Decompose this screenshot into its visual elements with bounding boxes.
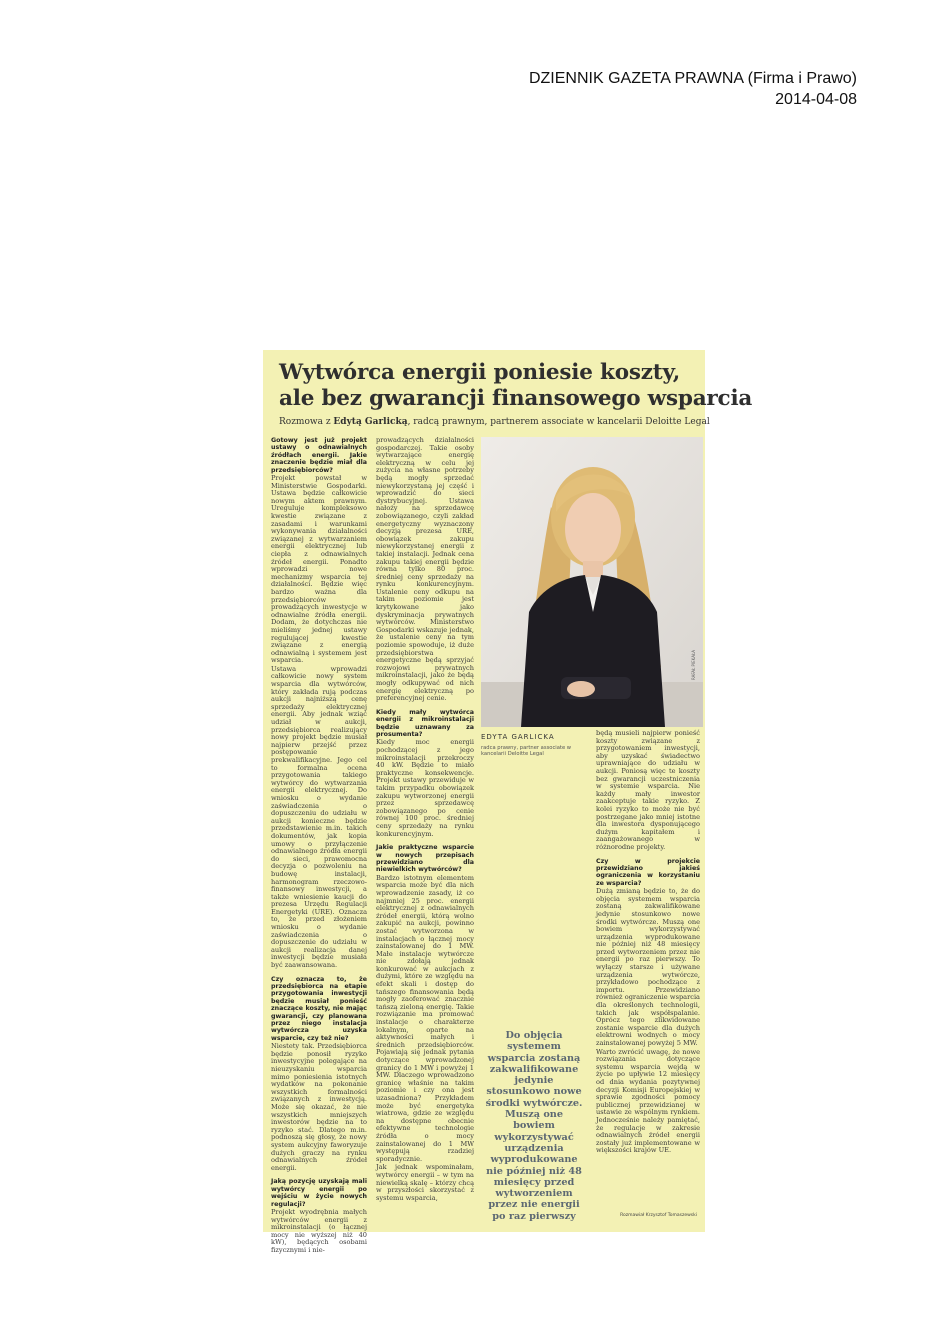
- interview-answer: będą musieli najpierw ponieść koszty związane z przygotowaniem inwestycji, aby uzyskać świadectwo uprawniające do udziału w aukcji. Poniosą więc te koszty bez gwarancji uczestniczenia w systemie wsparcia. Nie każdy mały inwestor zaakceptuje takie ryzyko. Z kolei ryzyko to może nie być postrzegane jako mniej istotne dla inwestora dysponującego dużym kapitałem i zaangażowanego w różnorodne projekty.: [596, 729, 700, 851]
- interviewee-photo: [481, 437, 703, 727]
- interview-question: Jakie praktyczne wsparcie w nowych przepisach przewidziano dla niewielkich wytwórców?: [376, 844, 474, 874]
- interview-answer: prowadzących działalności gospodarczej. Takie osoby wytwarzające energię elektryczną w celu jej zużycia na własne potrzeby będą mogły sprzedać niewykorzystaną jej część i wprowadzić do sieci dystrybucyjnej. Ustawa nałoży na sprzedawcę zobowiązanego, czyli zakład energetyczny wyznaczony decyzją prezesa URE, obowiązek zakupu niewykorzystanej energii z takiej instalacji. Jednak cena zakupu takiej energii będzie równa tylko 80 proc. średniej ceny sprzedaży na rynku konkurencyjnym. Ustalenie ceny odkupu na takim poziomie jest krytykowane jako dyskryminacja prywatnych wytwórców. Ministerstwo Gospodarki wskazuje jednak, że ustalenie ceny na tym poziomie spowoduje, iż duże przedsiębiorstwa energetyczne będą sprzyjać rozwojowi prywatnych mikroinstalacji, jako że będą mogły odkupywać od nich energię elektryczną po preferencyjnej cenie.: [376, 436, 474, 703]
- interview-answer: Bardzo istotnym elementem wsparcia może być dla nich wprowadzenie zasady, iż co najmniej 25 proc. energii elektrycznej z odnawialnych źródeł energii, którą wolno zakupić na aukcji, powinno zostać wytworzona w instalacjach o łącznej mocy zainstalowanej do 1 MW. Małe instalacje wytwórcze nie zdołają jednak konkurować w aukcjach z dużymi, które ze względu na efekt skali i dostęp do tańszego finansowania będą mogły zaoferować znacznie tańszą zieloną energię. Takie rozwiązanie ma promować instalacje o charakterze lokalnym, oparte na aktywności małych i średnich przedsiębiorców. Pojawiają się jednak pytania dotyczące wprowadzonej granicy do 1 MW i powyżej 1 MW. Dlaczego wprowadzono granicę właśnie na takim poziomie i czy ona jest uzasadniona? Przykładem może być energetyka wiatrowa, gdzie ze względu na dostępne obecnie efektywne technologie źródła o mocy zainstalowanej do 1 MW występują rzadziej sporadycznie.: [376, 873, 474, 1163]
- article-column-2: [376, 437, 474, 1227]
- pull-quote: Do objęcia systemem wsparcia zostaną zakwalifikowane jedynie stosunkowo nowe środki wytwórcze. Muszą one bowiem wykorzystywać urządzenia wyprodukowane nie później niż 48 miesięcy przed wytworzeniem przez nie energii po raz pierwszy: [485, 1030, 583, 1222]
- photo-caption-name: EDYTA GARLICKA: [481, 733, 555, 741]
- interview-question: Gotowy jest już projekt ustawy o odnawialnych źródłach energii. Jakie znaczenie będzie miał dla przedsiębiorców?: [271, 437, 367, 474]
- interview-question: Czy w projekcie przewidziano jakieś ograniczenia w korzystaniu ze wsparcia?: [596, 857, 700, 887]
- publication-header: [529, 68, 857, 110]
- interview-answer: Ustawa wprowadzi całkowicie nowy system wsparcia dla wytwórców, który zakłada rują podczas aukcji najniższą cenę sprzedaży elektrycznej energii. Aby jednak wziąć udział w aukcji, przedsiębiorca realizujący nowy projekt będzie musiał najpierw przejść przez postępowanie prekwalifikacyjne. Jego cel to formalna ocena przygotowania takiego wytwórcy do wytwarzania energii elektrycznej. Do wniosku o wydanie zaświadczenia o dopuszczeniu do udziału w aukcji konieczne będzie przedstawienie m.in. takich dokumentów, jak kopia umowy o przyłączenie odnawialnego źródła energii do sieci, prawomocna decyzja o pozwoleniu na budowę instalacji, harmonogram rzeczowo-finansowy inwestycji, a także wniesienie kaucji do prezesa Urzędu Regulacji Energetyki (URE). Oznacza to, że przed złożeniem wniosku o wydanie zaświadczenia o dopuszczenie do udziału w aukcji realizacja danej inwestycji będzie musiała być zaawansowana.: [271, 664, 367, 970]
- interview-answer: Niestety tak. Przedsiębiorca będzie ponosił ryzyko inwestycyjne polegające na nieuzyskaniu wsparcia mimo poniesienia istotnych wydatków na pokonanie wszystkich formalności związanych z inwestycją. Może się okazać, że nie wszystkich mniejszych inwestorów będzie na to ryzyko stać. Dlatego m.in. podnoszą się głosy, że nowy system aukcyjny faworyzuje dużych graczy na rynku odnawialnych źródeł energii.: [271, 1042, 367, 1172]
- interview-question: Jaką pozycję uzyskają mali wytwórcy energii po wejściu w życie nowych regulacji?: [271, 1178, 367, 1208]
- interview-answer: Kiedy moc energii pochodzącej z jego mikroinstalacji przekroczy 40 kW. Będzie to miało praktyczne konsekwencje. Projekt ustawy przewiduje w takim przypadku obowiązek zakupu wytworzonej energii przez sprzedawcę zobowiązanego po cenie równej 100 proc. średniej ceny sprzedaży na rynku konkurencyjnym.: [376, 738, 474, 838]
- interview-answer: Warto zwrócić uwagę, że nowe rozwiązania dotyczące systemu wsparcia wejdą w życie po upływie 12 miesięcy od dnia wydania pozytywnej decyzji Komisji Europejskiej w sprawie zgodności pomocy publicznej przewidzianej w ustawie ze wspólnym rynkiem. Jednocześnie należy pamiętać, że regulacje w zakresie odnawialnych źródeł energii zostały już implementowane w większości krajów UE.: [596, 1047, 700, 1155]
- article-column-3: [596, 730, 700, 1210]
- publication-name: DZIENNIK GAZETA PRAWNA (Firma i Prawo): [528, 70, 857, 87]
- article-title-line-2: ale bez gwarancji finansowego wsparcia: [279, 386, 753, 411]
- article-subtitle: [279, 417, 710, 427]
- interview-question: Kiedy mały wytwórca energii z mikroinstalacji będzie uznawany za prosumenta?: [376, 708, 474, 738]
- article-title: [279, 360, 753, 412]
- photo-caption-role: radca prawny, partner associate w kancelarii Deloitte Legal: [481, 745, 572, 758]
- article-title-line-1: Wytwórca energii poniesie koszty,: [279, 360, 681, 385]
- newspaper-clipping: [263, 350, 753, 1254]
- subtitle-suffix: , radcą prawnym, partnerem associate w kancelarii Deloitte Legal: [407, 417, 710, 427]
- interview-answer: Jak jednak wspominałam, wytwórcy energii – w tym na niewielką skalę – którzy chcą w przyszłości skorzystać z systemu wsparcia,: [376, 1163, 474, 1202]
- interview-question: Czy oznacza to, że przedsiębiorca na etapie przygotowania inwestycji będzie musiał ponieść znaczące koszty, nie mając gwarancji, czy planowana przez niego instalacja wytwórcza uzyska wsparcie, czy też nie?: [271, 975, 367, 1042]
- subtitle-name: Edytą Garlicką: [333, 417, 408, 427]
- publication-date: 2014-04-08: [775, 91, 857, 108]
- author-note: Rozmawiał Krzysztof Tomaszewski: [620, 1213, 697, 1218]
- portrait-illustration: [481, 437, 703, 727]
- interview-answer: Dużą zmianą będzie to, że do objęcia systemem wsparcia zostaną zakwalifikowane jedynie stosunkowo nowe środki wytwórcze. Muszą one bowiem wykorzystywać urządzenia wyprodukowane nie później niż 48 miesięcy przed wytworzeniem przez nie energii po raz pierwszy. To wyłączy starsze i używane urządzenia wytwórcze, przykładowo pochodzące z importu. Przewidziano również ograniczenie wsparcia dla określonych technologii, takich jak współspalanie. Oprócz tego zlikwidowane zostanie wsparcie dla dużych elektrowni wodnych o mocy zainstalowanej powyżej 5 MW.: [596, 887, 700, 1047]
- interview-answer: Projekt wyodrębnia małych wytwórców energii z mikroinstalacji (o łącznej mocy nie wyższej niż 40 kW), będących osobami fizycznymi i nie-: [271, 1208, 367, 1254]
- article-column-1: [271, 437, 367, 1254]
- interview-answer: Projekt powstał w Ministerstwie Gospodarki. Ustawa będzie całkowicie nowym aktem prawnym. Ureguluje kompleksowo kwestie związane z zasadami i warunkami wykonywania działalności związanej z wytwarzaniem energii elektrycznej lub ciepła z odnawialnych źródeł energii. Ponadto wprowadzi nowe mechanizmy wsparcia tej działalności. Będzie więc bardzo ważna dla przedsiębiorców prowadzących inwestycje w odnawialne źródła energii. Dodam, że dotychczas nie mieliśmy jednej ustawy regulującej kwestie związane z energią odnawialną i systemem jest wsparcia.: [271, 474, 367, 665]
- photo-credit: RAFAŁ PIEKAŁA: [691, 650, 696, 680]
- subtitle-prefix: Rozmowa z: [279, 417, 334, 427]
